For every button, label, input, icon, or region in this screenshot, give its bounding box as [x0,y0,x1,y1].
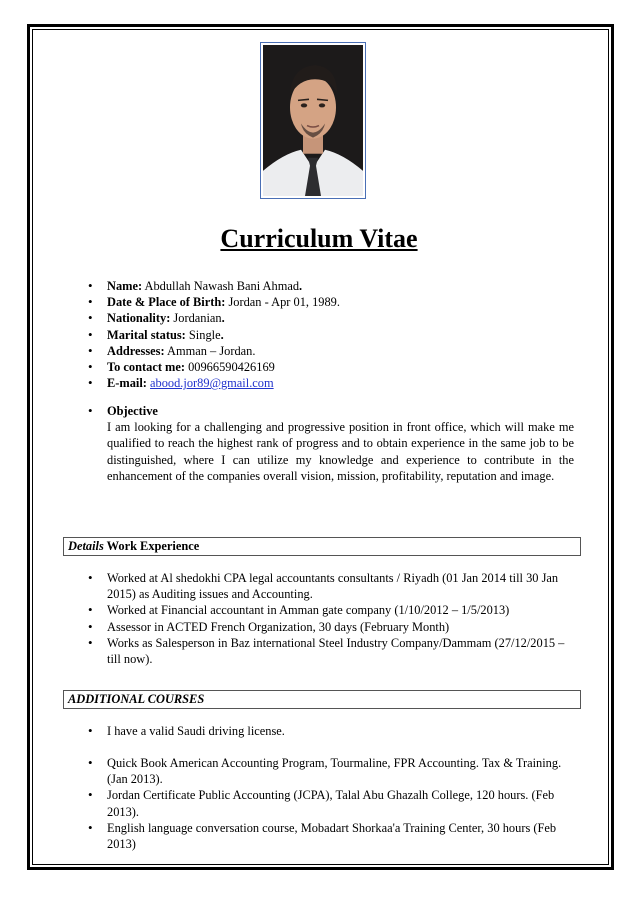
document-title: Curriculum Vitae [220,224,418,253]
list-item: • English language conversation course, Mobadart Shorkaa'a Training Center, 30 hours (Feb 2013) [88,820,574,852]
courses-list [88,755,574,852]
list-item: • I have a valid Saudi driving license. [88,723,574,739]
list-item: • Worked at Al shedokhi CPA legal accountants consultants / Riyadh (01 Jan 2014 till 30 Jan 2015) as Auditing issues and Accounting. [88,570,574,602]
list-item: • Marital status: Single. [88,327,340,343]
driving-license-list [88,723,574,739]
list-item: • Jordan Certificate Public Accounting (JCPA), Talal Abu Ghazalh College, 120 hours. (Feb 2013). [88,787,574,819]
personal-info-list [88,278,340,391]
list-item: • To contact me: 00966590426169 [88,359,340,375]
list-item: • Nationality: Jordanian. [88,310,340,326]
objective-section [88,403,574,484]
email-link[interactable]: abood.jor89@gmail.com [150,376,274,391]
list-item: • Worked at Financial accountant in Amman gate company (1/10/2012 – 1/5/2013) [88,602,574,618]
list-item: • Quick Book American Accounting Program, Tourmaline, FPR Accounting. Tax & Training.(Jan 2013). [88,755,574,787]
profile-photo [260,42,366,199]
list-item: • E-mail: abood.jor89@gmail.com [88,375,340,391]
objective-text: I am looking for a challenging and progressive position in front office, which will make me qualified to reach the highest rank of progress and to obtain experience in the same job to be distinguished, where I can utilize my knowledge and experience to contribute in the enhancement of the companies overall vision, mission, profitability, reputation and image. [107,420,574,483]
work-experience-list [88,570,574,667]
list-item: • Works as Salesperson in Baz international Steel Industry Company/Dammam (27/12/2015 – till now). [88,635,574,667]
list-item: • Addresses: Amman – Jordan. [88,343,340,359]
objective-heading: Objective [107,404,158,418]
work-experience-header: Details Work Experience [63,537,581,556]
additional-courses-header: ADDITIONAL COURSES [63,690,581,709]
list-item: • Assessor in ACTED French Organization, 30 days (February Month) [88,619,574,635]
list-item: • Date & Place of Birth: Jordan - Apr 01, 1989. [88,294,340,310]
list-item: • Name: Abdullah Nawash Bani Ahmad. [88,278,340,294]
